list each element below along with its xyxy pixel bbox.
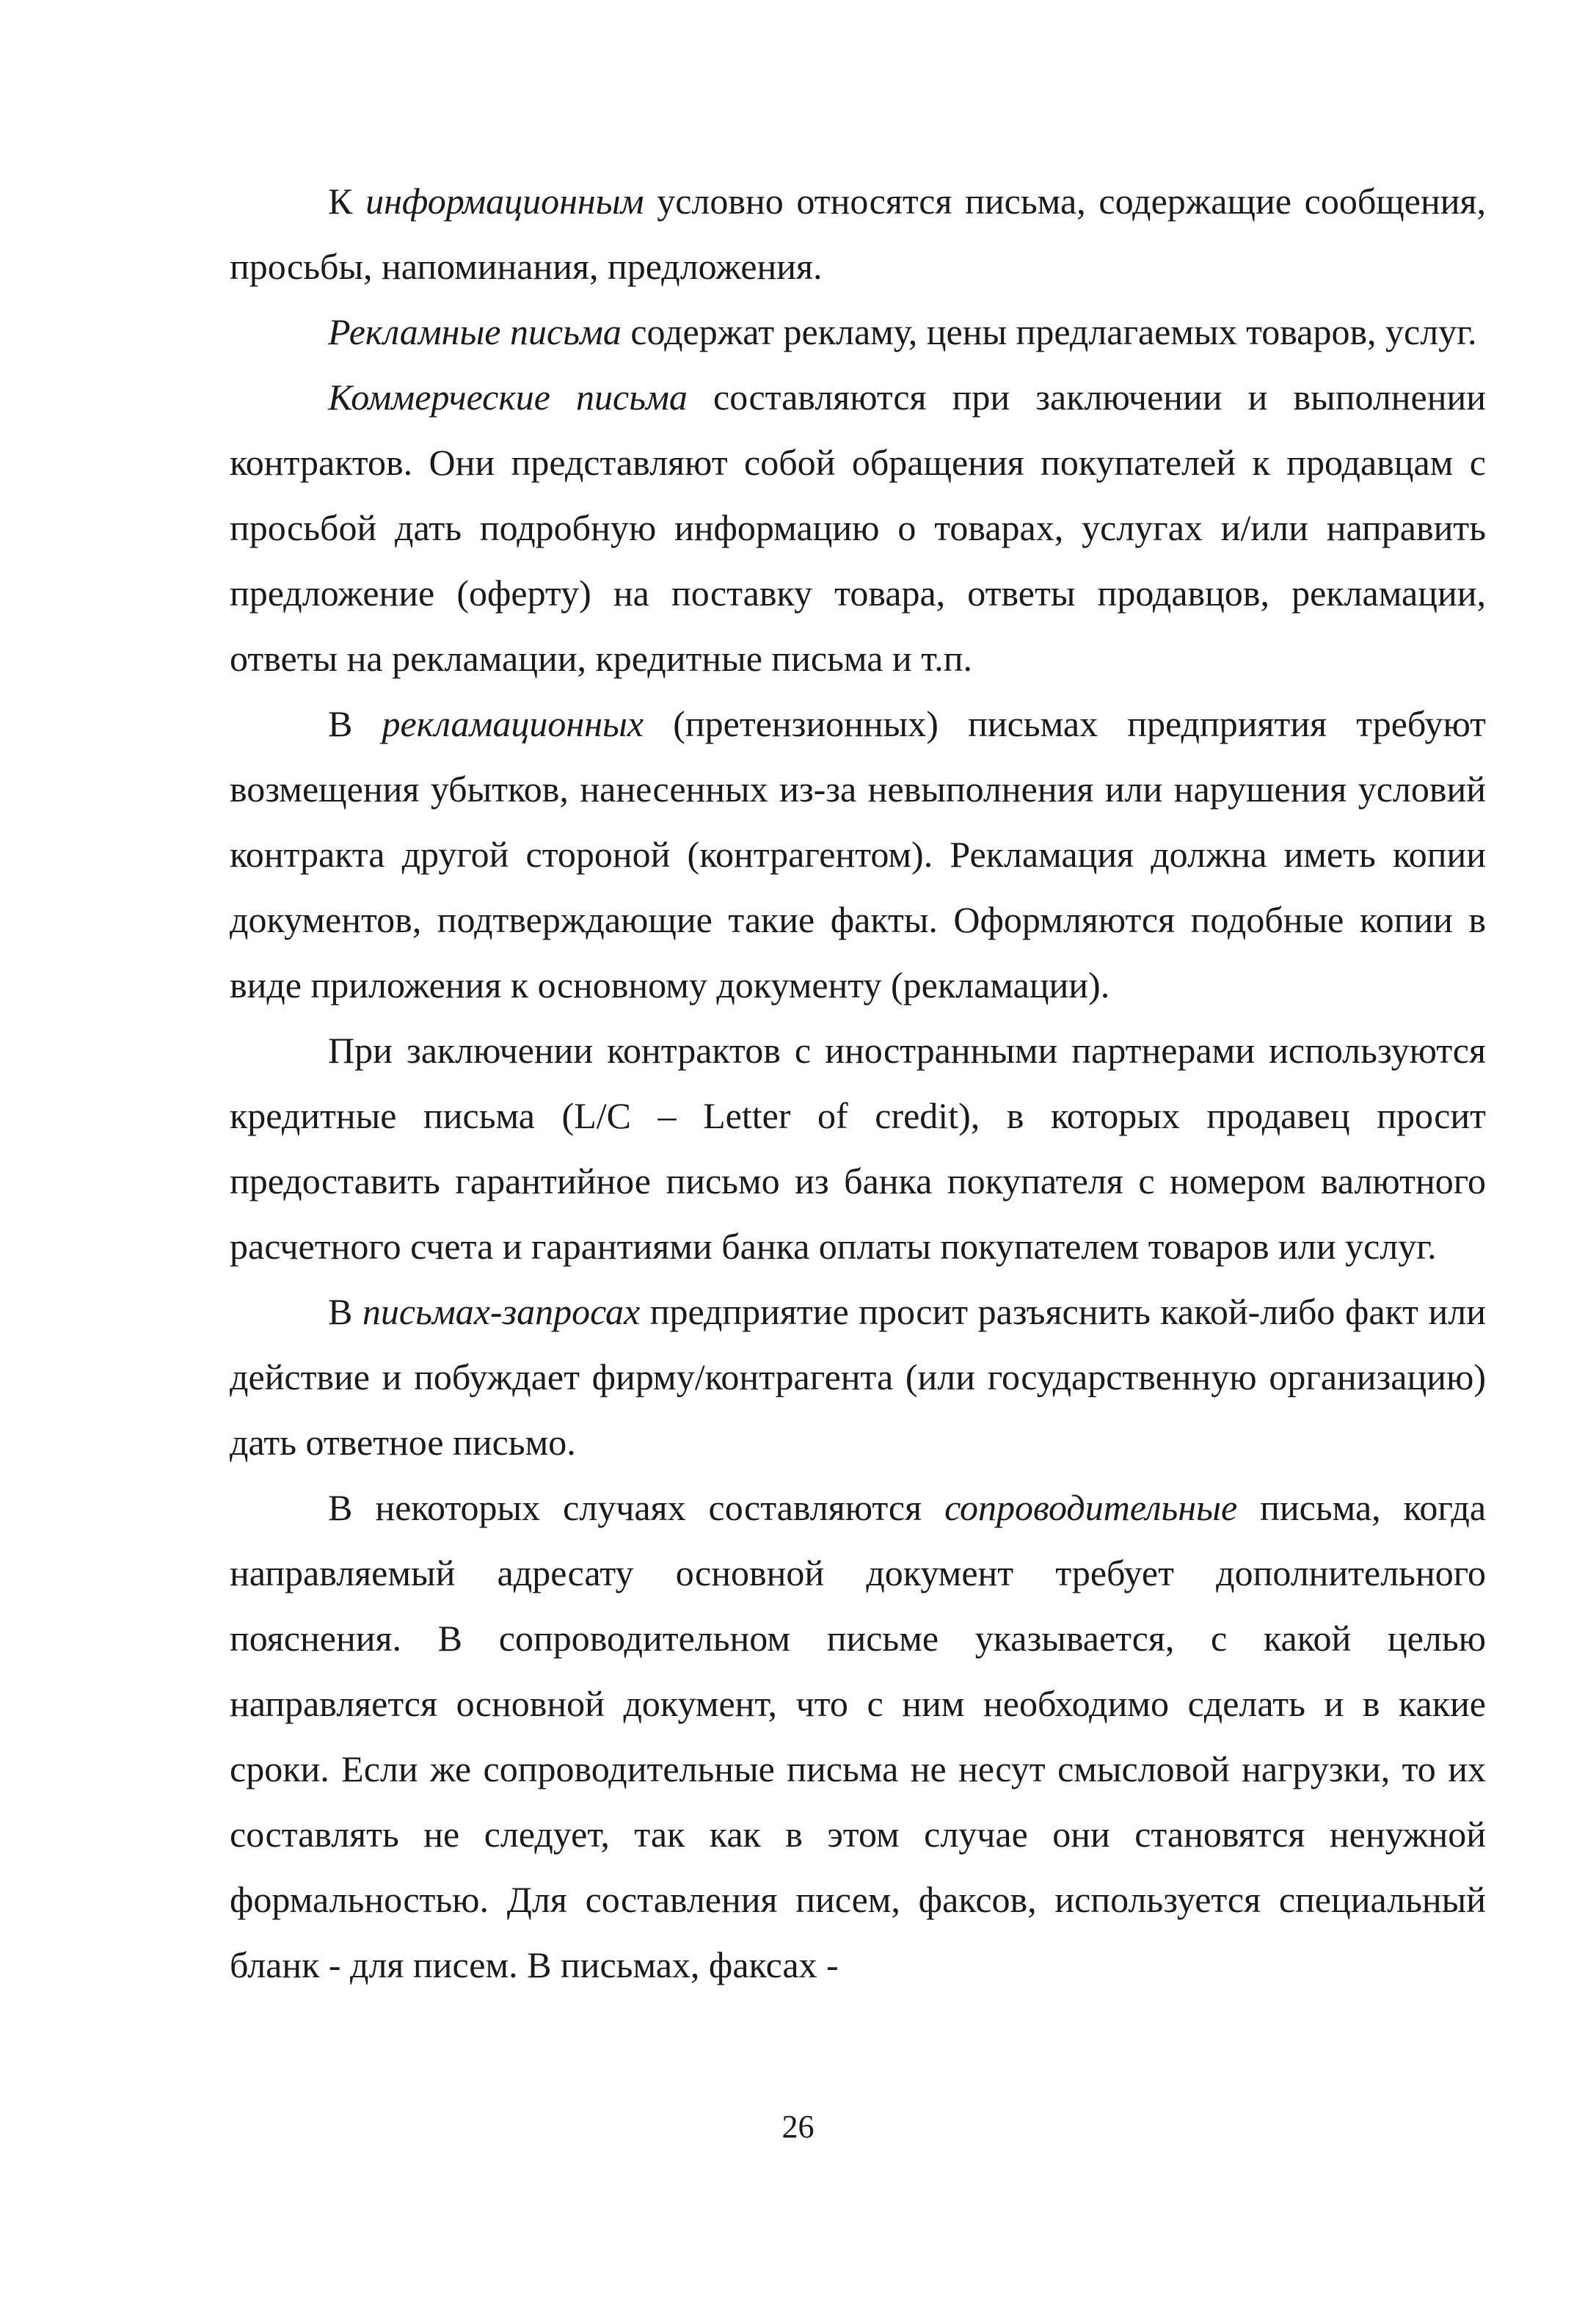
italic-term: Рекламные письма <box>328 311 622 352</box>
paragraph-lead: При заключении контрактов с иностранными партнерами используются кредитные письма (L/C – Letter of credit), в которых продавец просит предоставить гарантийное письмо из банка покупателя с номером валютного расчетного счета и гарантиями банка оплаты покупателем товаров или услуг. <box>230 1030 1486 1267</box>
paragraph-cover-letters <box>230 1475 1486 1998</box>
paragraph-informational <box>230 169 1486 299</box>
paragraph-text: составляются при заключении и выполнении контрактов. Они представляют собой обращения покупателей к продавцам с просьбой дать подробную информацию о товарах, услугах и/или направить предложение (оферту) на поставку товара, ответы продавцов, рекламации, ответы на рекламации, кредитные письма и т.п. <box>230 377 1487 679</box>
italic-term: письмах-запросах <box>362 1291 641 1332</box>
italic-term: Коммерческие письма <box>328 377 688 418</box>
paragraph-text: письма, когда направляемый адресату основной документ требует дополнительного пояснения. В сопроводительном письме указывается, с какой целью направляется основной документ, что с ним необходимо сделать и в какие сроки. Если же сопроводительные письма не несут смысловой нагрузки, то их составлять не следует, так как в этом случае они становятся ненужной формальностью. Для составления писем, факсов, используется специальный бланк - для писем. В письмах, факсах - <box>230 1487 1487 1985</box>
paragraph-advertising <box>230 299 1486 365</box>
italic-term: рекламационных <box>382 703 644 744</box>
paragraph-lead: В некоторых случаях составляются <box>328 1487 945 1528</box>
paragraph-lead: В <box>328 703 382 744</box>
paragraph-claims <box>230 691 1486 1018</box>
paragraph-text: (претензионных) письмах предприятия требуют возмещения убытков, нанесенных из-за невыполнения или нарушения условий контракта другой стороной (контрагентом). Рекламация должна иметь копии документов, подтверждающие такие факты. Оформляются подобные копии в виде приложения к основному документу (рекламации). <box>230 703 1486 1006</box>
paragraph-lead: К <box>328 181 366 222</box>
paragraph-lead: В <box>328 1291 362 1332</box>
paragraph-credit-letters <box>230 1018 1486 1279</box>
paragraph-inquiries <box>230 1279 1486 1475</box>
page-body <box>230 169 1486 1998</box>
page-number: 26 <box>781 2109 815 2145</box>
paragraph-text: содержат рекламу, цены предлагаемых товаров, услуг. <box>621 311 1477 352</box>
italic-term: сопроводительные <box>944 1487 1238 1528</box>
paragraph-text: условно относятся письма, содержащие сообщения, просьбы, напоминания, предложения. <box>230 181 1486 287</box>
italic-term: информационным <box>365 181 644 222</box>
paragraph-commercial <box>230 365 1486 691</box>
paragraph-text: предприятие просит разъяснить какой-либо факт или действие и побуждает фирму/контрагента (или государственную организацию) дать ответное письмо. <box>230 1291 1486 1463</box>
